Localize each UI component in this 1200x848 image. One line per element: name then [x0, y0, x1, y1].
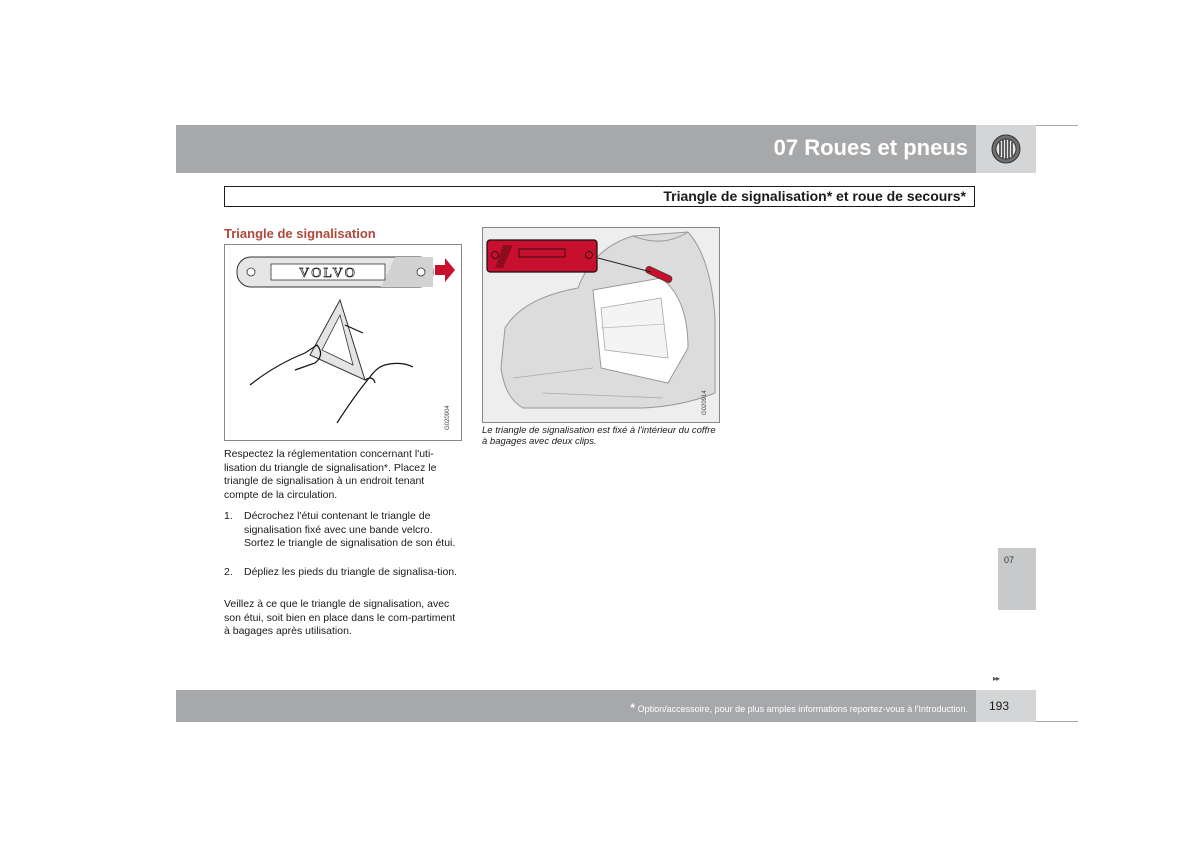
trunk-figure	[482, 227, 720, 423]
warning-triangle-figure	[224, 244, 462, 441]
footnote-text: Option/accessoire, pour de plus amples informations reportez-vous à l'Introduction.	[637, 704, 968, 714]
closing-paragraph: Veillez à ce que le triangle de signalisation, avec son étui, soit bien en place dans le com-partiment à bagages après utilisation.	[224, 598, 456, 637]
chapter-tab-label: 07	[1004, 555, 1015, 565]
list-item	[224, 566, 460, 594]
chapter-title: 07 Roues et pneus	[773, 135, 968, 160]
chapter-header-bar	[176, 125, 976, 173]
footer-note	[630, 701, 968, 715]
tire-icon	[990, 133, 1022, 165]
figure-code: G020914	[702, 390, 708, 415]
step-text: Décrochez l'étui contenant le triangle de signalisation fixé avec une bande velcro. Sortez le triangle de signalisation de son étui.	[244, 510, 456, 549]
step-text: Dépliez les pieds du triangle de signalisa-tion.	[244, 566, 458, 578]
section-title-box	[224, 186, 975, 207]
subheading: Triangle de signalisation	[224, 226, 376, 241]
chapter-tab	[998, 548, 1036, 610]
figure-caption: Le triangle de signalisation est fixé à l'intérieur du coffre à bagages avec deux clips.	[482, 425, 716, 447]
volvo-logo-text: VOLVO	[299, 266, 357, 281]
footnote-star: *	[630, 701, 636, 715]
page-number-box	[976, 690, 1036, 722]
footer-bar	[176, 690, 976, 722]
header-rule	[1036, 125, 1078, 126]
page-number: 193	[989, 699, 1010, 713]
section-title: Triangle de signalisation* et roue de secours*	[663, 188, 966, 204]
step-number: 1.	[224, 510, 233, 522]
figure-code: G020904	[445, 405, 451, 430]
trunk-illustration	[483, 228, 719, 422]
list-item	[224, 510, 460, 564]
continue-arrows-icon: ▸▸	[993, 674, 1000, 683]
footer-rule	[1036, 721, 1078, 722]
step-number: 2.	[224, 566, 233, 578]
intro-paragraph: Respectez la réglementation concernant l'uti-lisation du triangle de signalisation*. Placez le triangle de signalisation à un endroit tenant compte de la circulation.	[224, 448, 437, 501]
triangle-illustration	[225, 245, 461, 440]
chapter-icon-box	[976, 125, 1036, 173]
